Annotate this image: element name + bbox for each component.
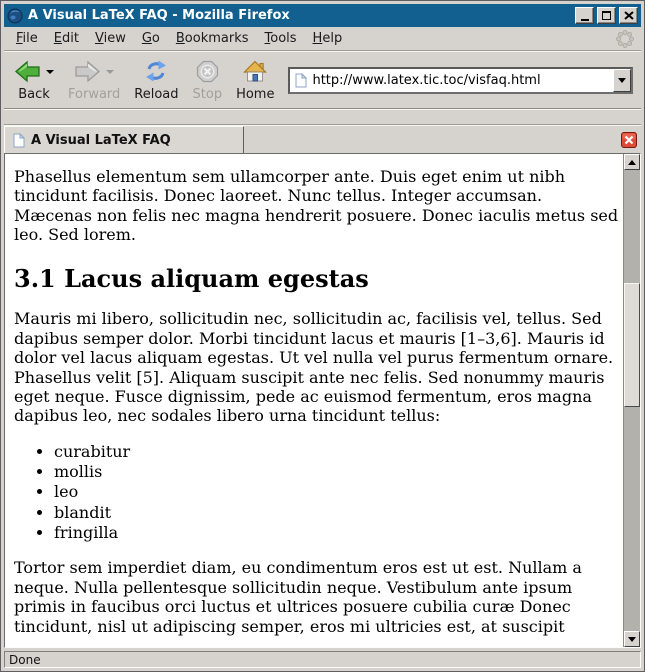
address-dropdown-button[interactable]: [613, 69, 631, 92]
list-item: • fringilla: [54, 523, 621, 542]
maximize-button[interactable]: [597, 7, 616, 24]
tab-visual-latex-faq[interactable]: [4, 126, 244, 153]
reload-button[interactable]: [132, 57, 180, 104]
throbber-icon: [615, 29, 635, 49]
forward-dropdown-caret[interactable]: [106, 70, 114, 74]
menu-bookmarks[interactable]: Bookmarks: [175, 31, 249, 46]
menu-file[interactable]: File: [16, 31, 38, 46]
list-item: • mollis: [54, 462, 621, 481]
maximize-icon: [602, 11, 611, 20]
tab-bar: [4, 125, 641, 153]
close-icon: [624, 11, 634, 20]
chevron-down-icon: [618, 78, 626, 83]
tab-page-icon: [12, 133, 25, 148]
scroll-up-icon: [628, 160, 636, 165]
address-input[interactable]: [312, 69, 613, 92]
tab-close-button[interactable]: [621, 132, 637, 148]
section-heading: 3.1 Lacus aliquam egestas: [14, 264, 369, 294]
list-item: • curabitur: [54, 442, 621, 461]
address-bar: [288, 67, 633, 94]
close-button[interactable]: [619, 7, 638, 24]
reload-icon: [144, 60, 168, 83]
stop-icon: [196, 60, 219, 83]
stop-button[interactable]: [191, 57, 225, 104]
forward-icon: [74, 60, 101, 83]
status-bar: [4, 648, 641, 668]
window-title: A Visual LaTeX FAQ - Mozilla Firefox: [28, 8, 290, 23]
stop-label: Stop: [192, 86, 223, 102]
menu-edit[interactable]: Edit: [53, 31, 79, 46]
scroll-up-button[interactable]: [624, 154, 640, 170]
scroll-down-icon: [628, 637, 636, 642]
tab-label: A Visual LaTeX FAQ: [31, 132, 171, 148]
status-panel: [4, 651, 641, 668]
page-content: [5, 154, 623, 647]
home-label: Home: [236, 86, 275, 102]
navigation-toolbar: [4, 51, 641, 109]
paragraph: Mauris mi libero, sollicitudin nec, sollicitudin ac, facilisis vel, tellus. Sed dapibus semper dolor. Morbi tincidunt lacus et mauris [1–3,6]. Mauris id dolor vel lacus aliquam egestas. Ut vel nulla vel purus fermentum ornare. Phasellus velit [5]. Aliquam suscipit ante nec felis. Sed nonummy mauris eget neque. Fusce dignissim, pede ac euismod fermentum, eros magna dapibus leo, nec sodales libero urna tincidunt tellus:: [14, 309, 614, 426]
firefox-window-icon: [7, 8, 23, 24]
forward-label: Forward: [68, 86, 121, 102]
paragraph: Phasellus elementum sem ullamcorper ante. Duis eget enim ut nibh tincidunt facilisis. Donec laoreet. Nunc tellus. Integer accumsan. Mæcenas non felis nec magna hendrerit posuere. Donec iaculis metus sed leo. Sed lorem.: [14, 167, 619, 245]
tab-close-icon: [621, 132, 637, 148]
minimize-icon: [581, 19, 589, 21]
status-text: Done: [9, 652, 41, 667]
scroll-down-button[interactable]: [624, 631, 640, 647]
menu-view[interactable]: View: [94, 31, 126, 46]
vertical-scrollbar[interactable]: [623, 154, 640, 647]
browser-viewport: [4, 153, 641, 648]
home-button[interactable]: [234, 57, 276, 104]
titlebar[interactable]: [4, 4, 641, 27]
minimize-button[interactable]: [575, 7, 594, 24]
tab-strip-empty: [244, 126, 621, 153]
scrollbar-track[interactable]: [624, 170, 640, 631]
paragraph: Tortor sem imperdiet diam, eu condimentum eros est ut est. Nullam a neque. Nulla pellentesque sollicitudin neque. Vestibulum ante ipsum primis in faucibus orci luctus et ultrices posuere cubilia curæ Donec tincidunt, nisl ut adipiscing semper, eros mi ultricies est, at suscipit: [14, 558, 582, 636]
home-icon: [243, 60, 267, 83]
list-item: • blandit: [54, 503, 621, 522]
back-button[interactable]: [12, 57, 56, 104]
page-icon: [294, 73, 307, 88]
reload-label: Reload: [134, 86, 179, 102]
window-controls: [575, 7, 638, 24]
back-dropdown-caret[interactable]: [46, 70, 54, 74]
back-icon: [14, 60, 41, 83]
menu-tools[interactable]: Tools: [264, 31, 297, 46]
menu-go[interactable]: Go: [141, 31, 160, 46]
menu-help[interactable]: Help: [312, 31, 343, 46]
forward-button[interactable]: [66, 57, 122, 104]
menubar: [4, 27, 641, 51]
scrollbar-thumb[interactable]: [624, 283, 640, 407]
list-item: • leo: [54, 482, 621, 501]
back-label: Back: [18, 86, 50, 102]
bullet-list: [14, 442, 621, 543]
bookmarks-toolbar: [4, 109, 641, 125]
